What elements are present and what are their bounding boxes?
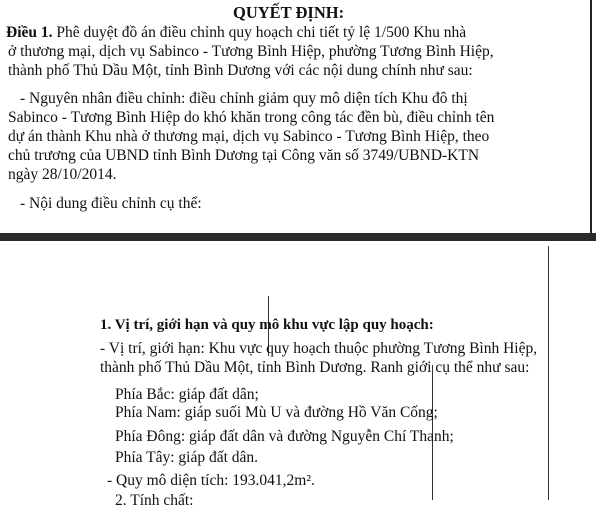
area-size: - Quy mô diện tích: 193.041,2m². xyxy=(107,472,315,489)
article-1-line-1 xyxy=(6,24,466,42)
reason-line-1: - Nguyên nhân điều chỉnh: điều chỉnh giảm quy mô diện tích Khu đô thị xyxy=(20,90,468,107)
section-1-heading: 1. Vị trí, giới hạn và quy mô khu vực lập quy hoạch: xyxy=(100,317,434,333)
boundary-east: Phía Đông: giáp đất dân và đường Nguyễn Chí Thanh; xyxy=(115,428,454,445)
location-line-1: - Vị trí, giới hạn: Khu vực quy hoạch thuộc phường Tương Bình Hiệp, xyxy=(100,340,538,357)
boundary-south: Phía Nam: giáp suối Mù U và đường Hồ Văn Cống; xyxy=(115,404,438,421)
article-1-text: Phê duyệt đồ án điều chỉnh quy hoạch chi tiết tỷ lệ 1/500 Khu nhà xyxy=(52,24,467,41)
content-intro: - Nội dung điều chỉnh cụ thể: xyxy=(20,195,202,212)
scan-artifact-line xyxy=(548,246,549,500)
reason-line-3: dự án thành Khu nhà ở thương mại, dịch vụ Sabinco - Tương Bình Hiệp, theo xyxy=(8,128,490,145)
section-2-heading-partial: 2. Tính chất: xyxy=(115,492,194,509)
article-1-label: Điều 1. xyxy=(6,24,53,41)
article-1-line-2: ở thương mại, dịch vụ Sabinco - Tương Bình Hiệp, phường Tương Bình Hiệp, xyxy=(8,43,494,60)
reason-line-4: chủ trương của UBND tỉnh Bình Dương tại Công văn số 3749/UBND-KTN xyxy=(8,147,480,164)
article-1-line-3: thành phố Thủ Dầu Một, tỉnh Bình Dương với các nội dung chính như sau: xyxy=(8,62,473,79)
document-title: QUYẾT ĐỊNH: xyxy=(233,3,345,22)
page-divider xyxy=(0,233,596,241)
reason-line-5: ngày 28/10/2014. xyxy=(8,166,117,183)
boundary-west: Phía Tây: giáp đất dân. xyxy=(115,449,259,466)
location-line-2: thành phố Thủ Dầu Một, tỉnh Bình Dương. Ranh giới cụ thể như sau: xyxy=(100,359,530,376)
scan-edge-line xyxy=(590,0,592,233)
reason-line-2: Sabinco - Tương Bình Hiệp do khó khăn trong công tác đền bù, điều chỉnh tên xyxy=(8,109,495,126)
boundary-north: Phía Bắc: giáp đất dân; xyxy=(115,386,259,403)
